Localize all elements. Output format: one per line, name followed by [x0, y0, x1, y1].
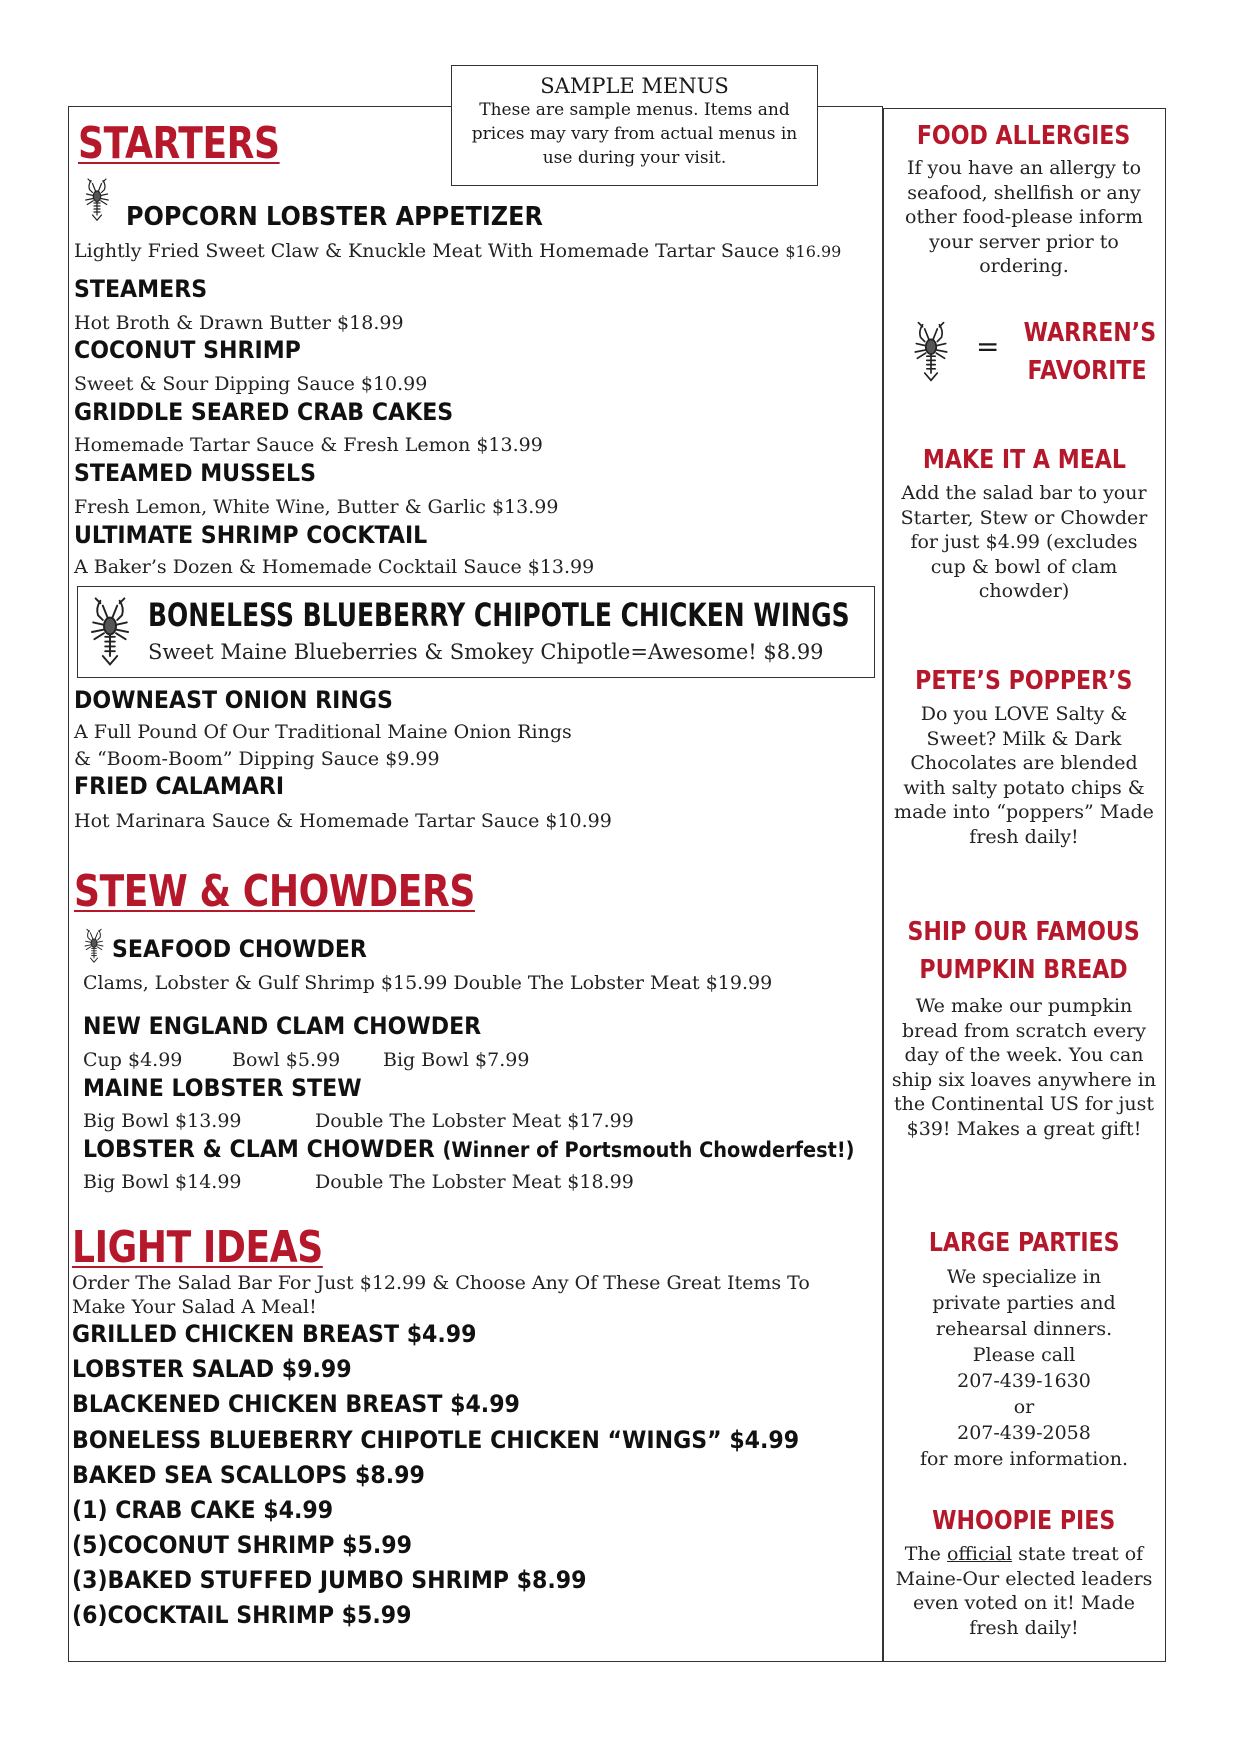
item-mussels: STEAMED MUSSELS: [74, 459, 316, 487]
desc-coconut-shrimp: Sweet & Sour Dipping Sauce $10.99: [74, 373, 428, 395]
desc-lobster-stew-double: Double The Lobster Meat $17.99: [315, 1110, 634, 1132]
parties-text: We specialize in private parties and rehearsal dinners. Please call 207-439-1630 or 207-439-2058 for more information.: [890, 1264, 1158, 1472]
light-intro-1: Order The Salad Bar For Just $12.99 & Choose Any Of These Great Items To: [72, 1272, 810, 1294]
item-clam-chowder: NEW ENGLAND CLAM CHOWDER: [83, 1012, 482, 1040]
item-shrimp-cocktail: ULTIMATE SHRIMP COCKTAIL: [74, 521, 428, 549]
desc-calamari: Hot Marinara Sauce & Homemade Tartar Sauce $10.99: [74, 810, 612, 832]
item-popcorn-lobster: POPCORN LOBSTER APPETIZER: [126, 202, 543, 232]
desc-seafood-chowder: Clams, Lobster & Gulf Shrimp $15.99 Double The Lobster Meat $19.99: [83, 972, 773, 994]
sample-notice-text: These are sample menus. Items and prices may vary from actual menus in use during your visit.: [471, 100, 798, 168]
desc-shrimp-cocktail: A Baker’s Dozen & Homemade Cocktail Sauce $13.99: [74, 556, 595, 578]
item-steamers: STEAMERS: [74, 275, 208, 303]
chowderfest-note: (Winner of Portsmouth Chowderfest!): [442, 1138, 855, 1162]
light-item: (6)COCKTAIL SHRIMP $5.99: [72, 1601, 412, 1629]
item-seafood-chowder: SEAFOOD CHOWDER: [112, 935, 367, 963]
favorite-lobster-icon: [82, 928, 106, 964]
stew-heading: STEW & CHOWDERS: [74, 866, 475, 917]
desc-steamers: Hot Broth & Drawn Butter $18.99: [74, 312, 404, 334]
sample-notice: [451, 65, 818, 186]
desc-onion-rings-2: & “Boom-Boom” Dipping Sauce $9.99: [74, 748, 440, 770]
poppers-heading: PETE’S POPPER’S: [915, 666, 1133, 696]
desc-clam-bowl: Bowl $5.99: [232, 1049, 341, 1071]
sample-notice-title: SAMPLE MENUS: [540, 74, 729, 98]
allergies-text: If you have an allergy to seafood, shellfish or any other food-please inform your server prior to ordering.: [905, 157, 1143, 277]
favorite-line-2: FAVORITE: [1027, 356, 1147, 386]
item-lobster-clam-chowder: LOBSTER & CLAM CHOWDER (Winner of Portsmouth Chowderfest!): [83, 1135, 855, 1163]
light-item: (1) CRAB CAKE $4.99: [72, 1496, 334, 1524]
item-onion-rings: DOWNEAST ONION RINGS: [74, 686, 393, 714]
phone-1: 207-439-1630: [957, 1370, 1091, 1392]
favorite-lobster-icon: [910, 318, 952, 386]
light-intro-2: Make Your Salad A Meal!: [72, 1296, 317, 1318]
parties-heading: LARGE PARTIES: [928, 1228, 1120, 1258]
item-blueberry-wings: BONELESS BLUEBERRY CHIPOTLE CHICKEN WINGS: [148, 596, 850, 634]
meal-heading: MAKE IT A MEAL: [922, 445, 1126, 475]
phone-2: 207-439-2058: [957, 1422, 1091, 1444]
favorite-lobster-icon: [82, 174, 112, 226]
light-item: BAKED SEA SCALLOPS $8.99: [72, 1461, 425, 1489]
favorite-line-1: WARREN’S: [1023, 318, 1157, 348]
starters-heading: STARTERS: [78, 118, 280, 169]
item-coconut-shrimp: COCONUT SHRIMP: [74, 336, 301, 364]
allergies-heading: FOOD ALLERGIES: [917, 121, 1131, 151]
equals-sign: =: [976, 330, 1000, 363]
poppers-text: Do you LOVE Salty & Sweet? Milk & Dark Chocolates are blended with salty potato chips & made into “poppers” Made fresh daily!: [894, 703, 1154, 848]
whoopie-text: The official state treat of Maine-Our elected leaders even voted on it! Made fresh daily!: [895, 1543, 1153, 1639]
item-lobster-stew: MAINE LOBSTER STEW: [83, 1074, 362, 1102]
light-item: GRILLED CHICKEN BREAST $4.99: [72, 1320, 477, 1348]
desc-lc-chowder-big: Big Bowl $14.99: [83, 1171, 242, 1193]
light-item: (5)COCONUT SHRIMP $5.99: [72, 1531, 412, 1559]
item-calamari: FRIED CALAMARI: [74, 772, 285, 800]
desc-lc-chowder-double: Double The Lobster Meat $18.99: [315, 1171, 634, 1193]
meal-text: Add the salad bar to your Starter, Stew or Chowder for just $4.99 (excludes cup & bowl of clam chowder): [900, 482, 1148, 602]
favorite-lobster-icon: [86, 592, 134, 672]
pumpkin-text: We make our pumpkin bread from scratch every day of the week. You can ship six loaves anywhere in the Continental US for just $39! Makes a great gift!: [891, 995, 1157, 1140]
desc-crab-cakes: Homemade Tartar Sauce & Fresh Lemon $13.99: [74, 434, 543, 456]
light-item: LOBSTER SALAD $9.99: [72, 1355, 352, 1383]
light-heading: LIGHT IDEAS: [72, 1222, 323, 1273]
desc-popcorn-lobster: Lightly Fried Sweet Claw & Knuckle Meat With Homemade Tartar Sauce $16.99: [74, 240, 842, 262]
item-crab-cakes: GRIDDLE SEARED CRAB CAKES: [74, 398, 454, 426]
desc-clam-cup: Cup $4.99: [83, 1049, 183, 1071]
light-item: (3)BAKED STUFFED JUMBO SHRIMP $8.99: [72, 1566, 587, 1594]
desc-mussels: Fresh Lemon, White Wine, Butter & Garlic $13.99: [74, 496, 559, 518]
desc-lobster-stew-big: Big Bowl $13.99: [83, 1110, 242, 1132]
pumpkin-heading-2: PUMPKIN BREAD: [919, 955, 1129, 985]
pumpkin-heading-1: SHIP OUR FAMOUS: [907, 917, 1141, 947]
light-item: BLACKENED CHICKEN BREAST $4.99: [72, 1390, 520, 1418]
desc-onion-rings-1: A Full Pound Of Our Traditional Maine Onion Rings: [74, 721, 572, 743]
desc-clam-bigbowl: Big Bowl $7.99: [383, 1049, 530, 1071]
light-item: BONELESS BLUEBERRY CHIPOTLE CHICKEN “WINGS” $4.99: [72, 1426, 800, 1454]
whoopie-heading: WHOOPIE PIES: [932, 1506, 1116, 1536]
desc-blueberry-wings: Sweet Maine Blueberries & Smokey Chipotle=Awesome! $8.99: [148, 640, 824, 664]
